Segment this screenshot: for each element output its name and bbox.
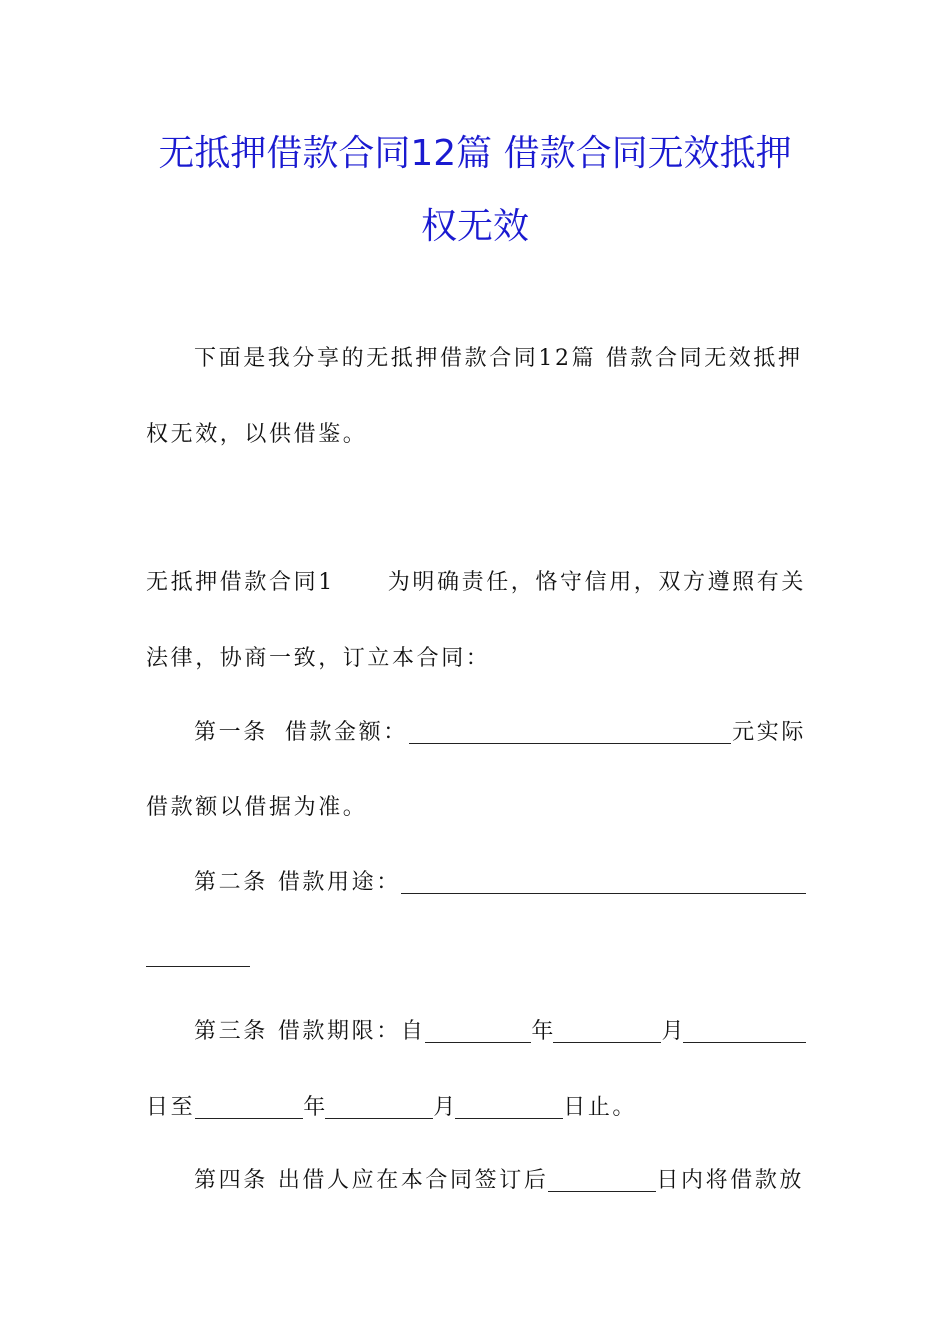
article-1-suffix: 元实际: [732, 720, 806, 745]
start-year-blank[interactable]: [425, 1020, 531, 1043]
contract-1-second-line: 法律，协商一致，订立本合同：: [146, 646, 491, 671]
end-month-unit: 月: [433, 1095, 456, 1120]
start-month-blank[interactable]: [553, 1020, 661, 1043]
end-year-blank[interactable]: [195, 1096, 303, 1119]
start-day-blank[interactable]: [683, 1020, 806, 1043]
article-4-text: 出借人应在本合同签订后: [277, 1168, 549, 1193]
article-3-line-2-start: 日至: [146, 1095, 196, 1120]
article-3-line-2: [146, 1096, 806, 1119]
article-4-label: 第四条: [194, 1168, 268, 1193]
intro-line-1: 下面是我分享的无抵押借款合同12篇 借款合同无效抵押: [194, 346, 803, 371]
document-title-line-1: 无抵押借款合同12篇 借款合同无效抵押: [158, 133, 792, 174]
start-year-unit: 年: [531, 1019, 554, 1044]
article-4-suffix: 日内将借款放: [656, 1168, 805, 1193]
article-1-line-2: 借款额以借据为准。: [146, 795, 368, 820]
end-month-blank[interactable]: [325, 1096, 433, 1119]
end-day-blank[interactable]: [455, 1096, 563, 1119]
end-year-unit: 年: [303, 1095, 326, 1120]
article-1-label: 第一条: [194, 720, 268, 745]
contract-heading: 无抵押借款合同1: [146, 570, 335, 595]
article-3-label: 第三条: [194, 1019, 268, 1044]
article-2-line-2: [146, 944, 806, 972]
article-2-text: 借款用途：: [277, 870, 401, 895]
article-4-line-1: [194, 1169, 806, 1192]
article-3-line-1: [194, 1020, 806, 1043]
intro-line-2: 权无效，以供借鉴。: [146, 422, 368, 447]
loan-purpose-blank[interactable]: [401, 871, 806, 894]
article-1-line-1: [194, 721, 806, 744]
start-month-unit: 月: [661, 1019, 684, 1044]
article-1-text: 借款金额：: [284, 720, 408, 745]
article-3-text: 借款期限：自: [277, 1019, 426, 1044]
article-2-line-1: [194, 871, 806, 894]
article-3-line-2-end: 日止。: [563, 1095, 638, 1120]
disbursement-days-blank[interactable]: [548, 1169, 656, 1192]
article-2-label: 第二条: [194, 870, 268, 895]
article-1-prefix: [194, 722, 408, 744]
document-title-line-2: 权无效: [420, 206, 529, 247]
contract-lead-text: 为明确责任，恪守信用，双方遵照有关: [387, 570, 806, 595]
loan-amount-blank[interactable]: [409, 721, 731, 744]
loan-purpose-blank-continued[interactable]: [146, 944, 250, 967]
contract-1-first-line: [146, 572, 806, 594]
